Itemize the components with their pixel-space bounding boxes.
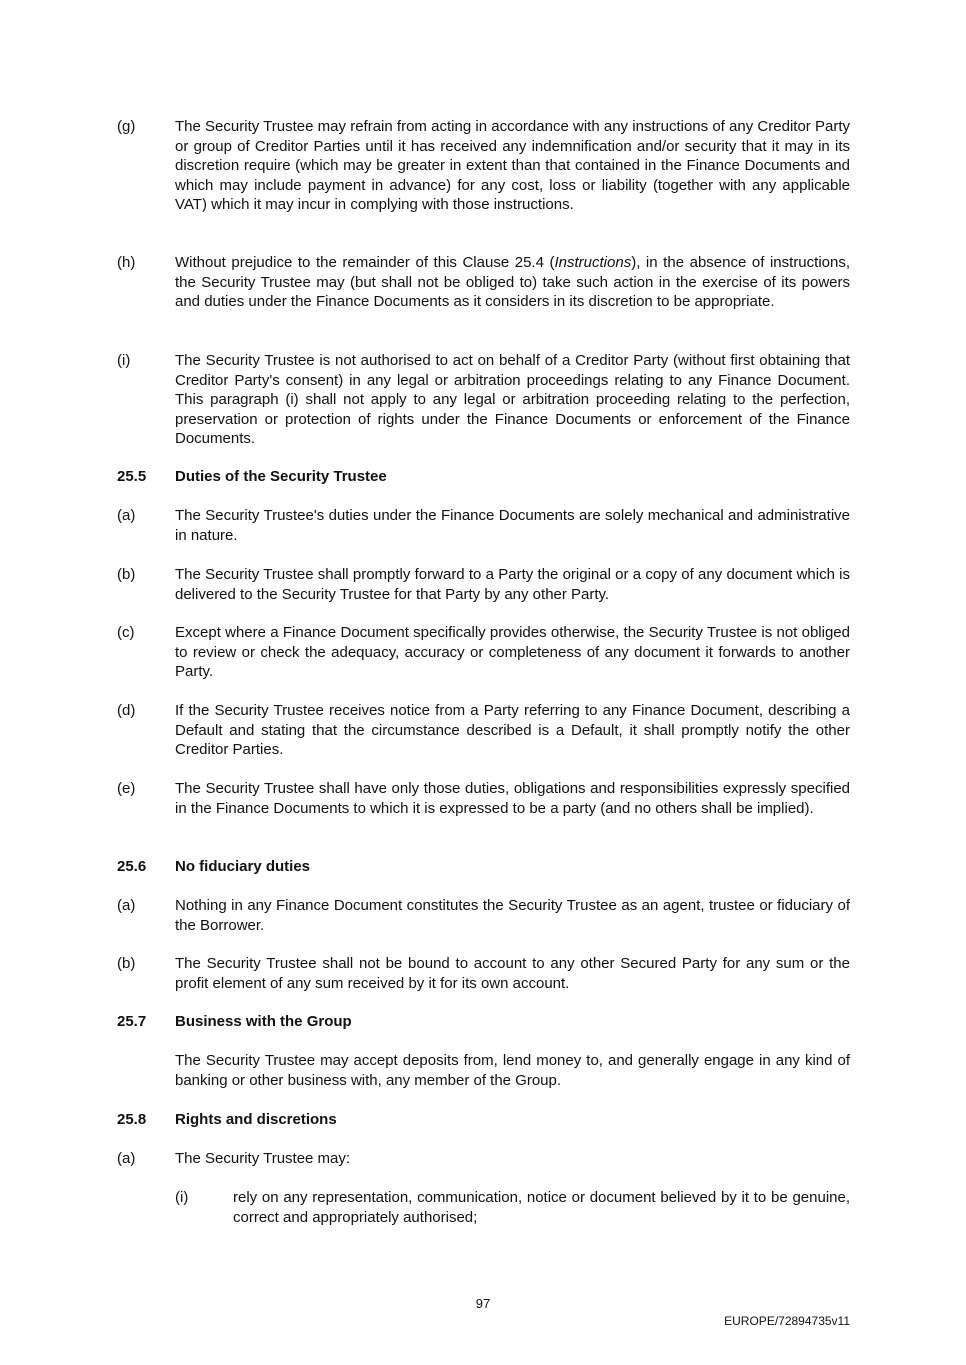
paragraph-text: The Security Trustee shall promptly forward to a Party the original or a copy of any document which is delivered to the Security Trustee for that Party by any other Party.	[175, 566, 850, 603]
clause-25-5-e	[117, 779, 850, 818]
section-title: Business with the Group	[175, 1013, 352, 1030]
paragraph-label: (g)	[117, 118, 136, 135]
paragraph-label: (a)	[117, 1150, 136, 1167]
paragraph-text: If the Security Trustee receives notice from a Party referring to any Finance Document, describing a Default and stating that the circumstance described is a Default, it shall promptly notify the other Creditor Parties.	[175, 702, 850, 758]
paragraph-text: The Security Trustee may accept deposits from, lend money to, and generally engage in any kind of banking or other business with, any member of the Group.	[175, 1052, 850, 1089]
clause-25-6-a	[117, 896, 850, 935]
paragraph-text: Except where a Finance Document specifically provides otherwise, the Security Trustee is not obliged to review or check the adequacy, accuracy or completeness of any document it forwards to another Party.	[175, 624, 850, 680]
paragraph-text: The Security Trustee is not authorised to act on behalf of a Creditor Party (without first obtaining that Creditor Party's consent) in any legal or arbitration proceedings relating to any Finance Document. This paragraph (i) shall not apply to any legal or arbitration proceeding relating to the perfection, preservation or protection of rights under the Finance Documents or enforcement of the Finance Documents.	[175, 352, 850, 447]
paragraph-label: (c)	[117, 624, 135, 641]
clause-25-5-d	[117, 701, 850, 760]
paragraph-label: (b)	[117, 566, 136, 583]
paragraph-text: The Security Trustee shall have only those duties, obligations and responsibilities expressly specified in the Finance Documents to which it is expressed to be a party (and no others shall be implied).	[175, 780, 850, 817]
subparagraph-text: rely on any representation, communication, notice or document believed by it to be genuine, correct and appropriately authorised;	[233, 1189, 850, 1226]
section-heading-25-7	[117, 1012, 850, 1032]
document-reference: EUROPE/72894735v11	[724, 1314, 850, 1328]
section-heading-25-8	[117, 1110, 850, 1130]
section-heading-25-6	[117, 857, 850, 877]
subparagraph-label: (i)	[175, 1189, 189, 1206]
paragraph-g	[117, 117, 850, 215]
paragraph-text: The Security Trustee shall not be bound to account to any other Secured Party for any sum or the profit element of any sum received by it for its own account.	[175, 955, 850, 992]
clause-25-7-text	[117, 1051, 850, 1090]
paragraph-label: (e)	[117, 780, 136, 797]
paragraph-label: (b)	[117, 955, 136, 972]
section-number: 25.7	[117, 1013, 147, 1030]
paragraph-text: Nothing in any Finance Document constitutes the Security Trustee as an agent, trustee or fiduciary of the Borrower.	[175, 897, 850, 934]
clause-25-5-c	[117, 623, 850, 682]
page-number: 97	[475, 1296, 491, 1311]
text-part: Without prejudice to the remainder of this Clause 25.4 (	[175, 254, 555, 271]
clause-25-5-a	[117, 506, 850, 545]
section-number: 25.8	[117, 1111, 147, 1128]
paragraph-label: (a)	[117, 897, 136, 914]
section-title: Duties of the Security Trustee	[175, 468, 387, 485]
paragraph-label: (h)	[117, 254, 136, 271]
clause-25-5-b	[117, 565, 850, 604]
paragraph-h	[117, 253, 850, 312]
section-title: Rights and discretions	[175, 1111, 337, 1128]
section-title: No fiduciary duties	[175, 858, 311, 875]
paragraph-label: (d)	[117, 702, 136, 719]
paragraph-label: (a)	[117, 507, 136, 524]
clause-25-6-b	[117, 954, 850, 993]
section-heading-25-5	[117, 467, 850, 487]
section-number: 25.6	[117, 858, 147, 875]
paragraph-text: The Security Trustee may:	[175, 1150, 351, 1167]
paragraph-text	[175, 253, 850, 312]
paragraph-i	[117, 351, 850, 449]
paragraph-label: (i)	[117, 352, 131, 369]
clause-25-8-a	[117, 1149, 850, 1169]
italic-reference: Instructions	[554, 254, 632, 271]
paragraph-text: The Security Trustee may refrain from acting in accordance with any instructions of any Creditor Party or group of Creditor Parties until it has received any indemnification and/or security that it may in its discretion require (which may be greater in extent than that contained in the Finance Documents and which may include payment in advance) for any cost, loss or liability (together with any applicable VAT) which it may incur in complying with those instructions.	[175, 118, 850, 213]
paragraph-text: The Security Trustee's duties under the Finance Documents are solely mechanical and administrative in nature.	[175, 507, 850, 544]
text-part: ), in the absence of instructions, the Security Trustee may (but shall not be obliged to) take such action in the exercise of its powers and duties under the Finance Documents as it considers in its discretion to be appropriate.	[175, 254, 851, 310]
clause-25-8-a-i	[175, 1188, 850, 1227]
section-number: 25.5	[117, 468, 147, 485]
